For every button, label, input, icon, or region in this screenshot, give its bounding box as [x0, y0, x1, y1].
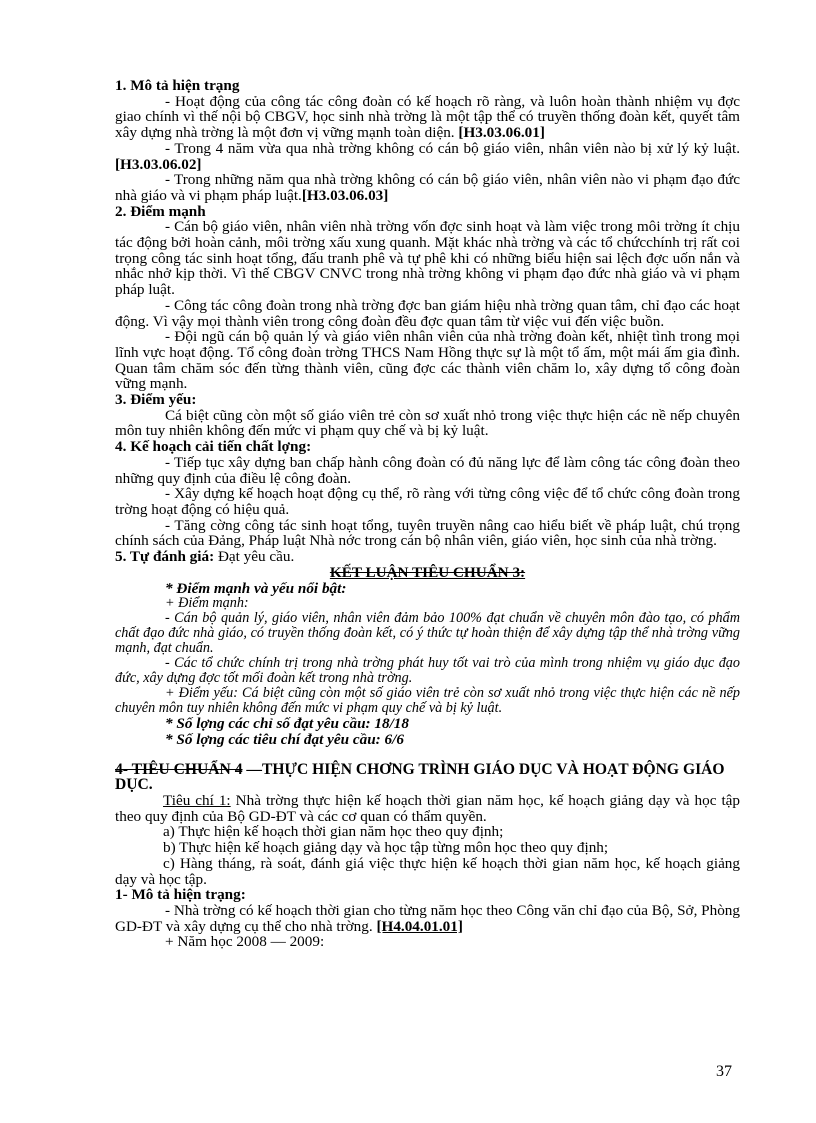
- paragraph: - Cán bộ giáo viên, nhân viên nhà trờng vốn đợc sinh hoạt và làm việc trong môi trờng ít chịu tác động bởi hoàn cảnh, môi trờng xấu xung quanh. Mặt khác nhà trờng và các tổ chứcchính trị rất coi trọng công tác sinh hoạt tổng, đấu tranh phê và tự phê khi có những biểu hiện sai lệch đợc uốn nắn và nhắc nhở kịp thời. Vì thế CBGV CNVC trong nhà trờng không vi phạm đạo đức nhà giáo và vi phạm pháp luật.: [115, 218, 740, 299]
- paragraph: - Tăng cờng công tác sinh hoạt tổng, tuyên truyền nâng cao hiểu biết về pháp luật, chú trọng chính sách của Đảng, Pháp luật Nhà nớc trong cán bộ nhân viên, giáo viên, học sinh của nhà trờng.: [115, 516, 740, 550]
- conclusion-title: KẾT LUẬN TIÊU CHUẨN 3:: [329, 563, 526, 581]
- document-page: [115, 78, 740, 950]
- evidence-code: [H3.03.06.02]: [115, 155, 202, 173]
- weaknesses-paragraph: + Điểm yếu: Cá biệt cũng còn một số giáo viên trẻ còn sơ xuất nhỏ trong việc thực hiện các nề nếp chuyên môn tuy nhiên không đến mức vi phạm quy chế và bị kỷ luật.: [115, 685, 740, 717]
- section-heading-description: 1. Mô tả hiện trạng: [115, 77, 240, 94]
- criterion-item-b: b) Thực hiện kế hoạch giảng dạy và học tập từng môn học theo quy định;: [163, 839, 609, 857]
- paragraph: - Trong 4 năm vừa qua nhà trờng không có cán bộ giáo viên, nhân viên nào bị xử lý kỷ luật.[H3.03.06.02]: [115, 139, 740, 173]
- standard-4-heading: 4- TIÊU CHUẨN 4 —THỰC HIỆN CHƠNG TRÌNH GIÁO DỤC VÀ HOẠT ĐỘNG GIÁO DỤC.: [115, 760, 725, 794]
- paragraph: - Công tác công đoàn trong nhà trờng đợc ban giám hiệu nhà trờng quan tâm, chỉ đạo các hoạt động. Vì vậy mọi thành viên trong công đoàn đều đợc quan tâm từ việc vui đến việc buồn.: [115, 296, 740, 330]
- section-heading-improvement-plan: 4. Kế hoạch cải tiến chất lợng:: [115, 438, 312, 456]
- paragraph: - Hoạt động của công tác công đoàn có kế hoạch rõ ràng, và luôn hoàn thành nhiệm vụ đợc giao chính vì thế nội bộ CBGV, học sinh nhà trờng là một tập thể có truyền thống đoàn kết, quyết tâm xây dựng nhà trờng là một đơn vị vững mạnh toàn diện. [H3.03.06.01]: [115, 92, 740, 142]
- paragraph: - Nhà trờng có kế hoạch thời gian cho từng năm học theo Công văn chỉ đạo của Bộ, Sở, Phòng GD-ĐT và xây dựng cụ thể cho nhà trờng. [H4.04.01.01]: [115, 901, 740, 935]
- criterion-item-a: a) Thực hiện kế hoạch thời gian năm học theo quy định;: [163, 823, 504, 841]
- evidence-code: [H3.03.06.03]: [301, 186, 389, 204]
- paragraph: + Năm học 2008 — 2009:: [165, 933, 325, 951]
- section-heading-description: 1- Mô tả hiện trạng:: [115, 886, 246, 904]
- paragraph: - Đội ngũ cán bộ quản lý và giáo viên nhân viên của nhà trờng đoàn kết, nhiệt tình trong mọi lĩnh vực hoạt động. Tổ công đoàn trờng THCS Nam Hồng thực sự là một tổ ấm, một mái ấm gia đình. Quan tâm chăm sóc đến từng thành viên, cũng đợc các thành viên chăm lo, xây dựng tổ công đoàn vững mạnh.: [115, 328, 740, 393]
- paragraph: - Xây dựng kế hoạch hoạt động cụ thể, rõ ràng với từng công việc để tổ chức công đoàn trong trờng hoạt động có hiệu quả.: [115, 485, 740, 518]
- indicator-count: * Số lợng các chỉ số đạt yêu cầu: 18/18: [165, 715, 409, 733]
- criterion-paragraph: Tiêu chí 1: Nhà trờng thực hiện kế hoạch thời gian năm học, kế hoạch giảng dạy và học tập theo quy định của Bộ GD-ĐT và các cơ quan có thẩm quyền.: [115, 792, 740, 825]
- conclusion-subheading: * Điểm mạnh và yếu nổi bật:: [165, 579, 347, 597]
- paragraph: - Cán bộ quản lý, giáo viên, nhân viên đảm bảo 100% đạt chuẩn về chuyên môn đào tạo, có phẩm chất đạo đức nhà giáo, có truyền thống đoàn kết, có ý thức tự hoàn thiện để xây dựng tập thể nhà trờng vững mạnh, đạt chuẩn.: [115, 610, 740, 657]
- criterion-item-c: c) Hàng tháng, rà soát, đánh giá việc thực hiện kế hoạch thời gian năm học, kế hoạch giảng dạy và học tập.: [115, 854, 740, 888]
- section-heading-weaknesses: 3. Điểm yếu:: [115, 391, 197, 409]
- strengths-label: + Điểm mạnh:: [165, 595, 249, 612]
- section-heading-strengths: 2. Điểm mạnh: [115, 202, 206, 220]
- self-assessment: 5. Tự đánh giá: Đạt yêu cầu.: [115, 548, 295, 566]
- evidence-code: [H4.04.01.01]: [376, 917, 463, 935]
- paragraph: Cá biệt cũng còn một số giáo viên trẻ còn sơ xuất nhỏ trong việc thực hiện các nề nếp chuyên môn tuy nhiên không đến mức vi phạm quy chế và bị kỷ luật.: [115, 406, 740, 440]
- page-number: 37: [716, 1063, 732, 1080]
- evidence-code: [H3.03.06.01]: [458, 124, 545, 142]
- paragraph: - Trong những năm qua nhà trờng không có cán bộ giáo viên, nhân viên nào vi phạm đạo đức nhà giáo và vi phạm pháp luật.[H3.03.06.03]: [115, 171, 740, 204]
- paragraph: - Tiếp tục xây dựng ban chấp hành công đoàn có đủ năng lực để làm công tác công đoàn theo những quy định của điều lệ công đoàn.: [115, 453, 740, 487]
- paragraph: - Các tổ chức chính trị trong nhà trờng phát huy tốt vai trò của mình trong nhiệm vụ giáo dục đạo đức, xây dựng đợc tốt mối đoàn kết trong nhà trờng.: [115, 655, 740, 687]
- criteria-count: * Số lợng các tiêu chí đạt yêu cầu: 6/6: [165, 730, 404, 748]
